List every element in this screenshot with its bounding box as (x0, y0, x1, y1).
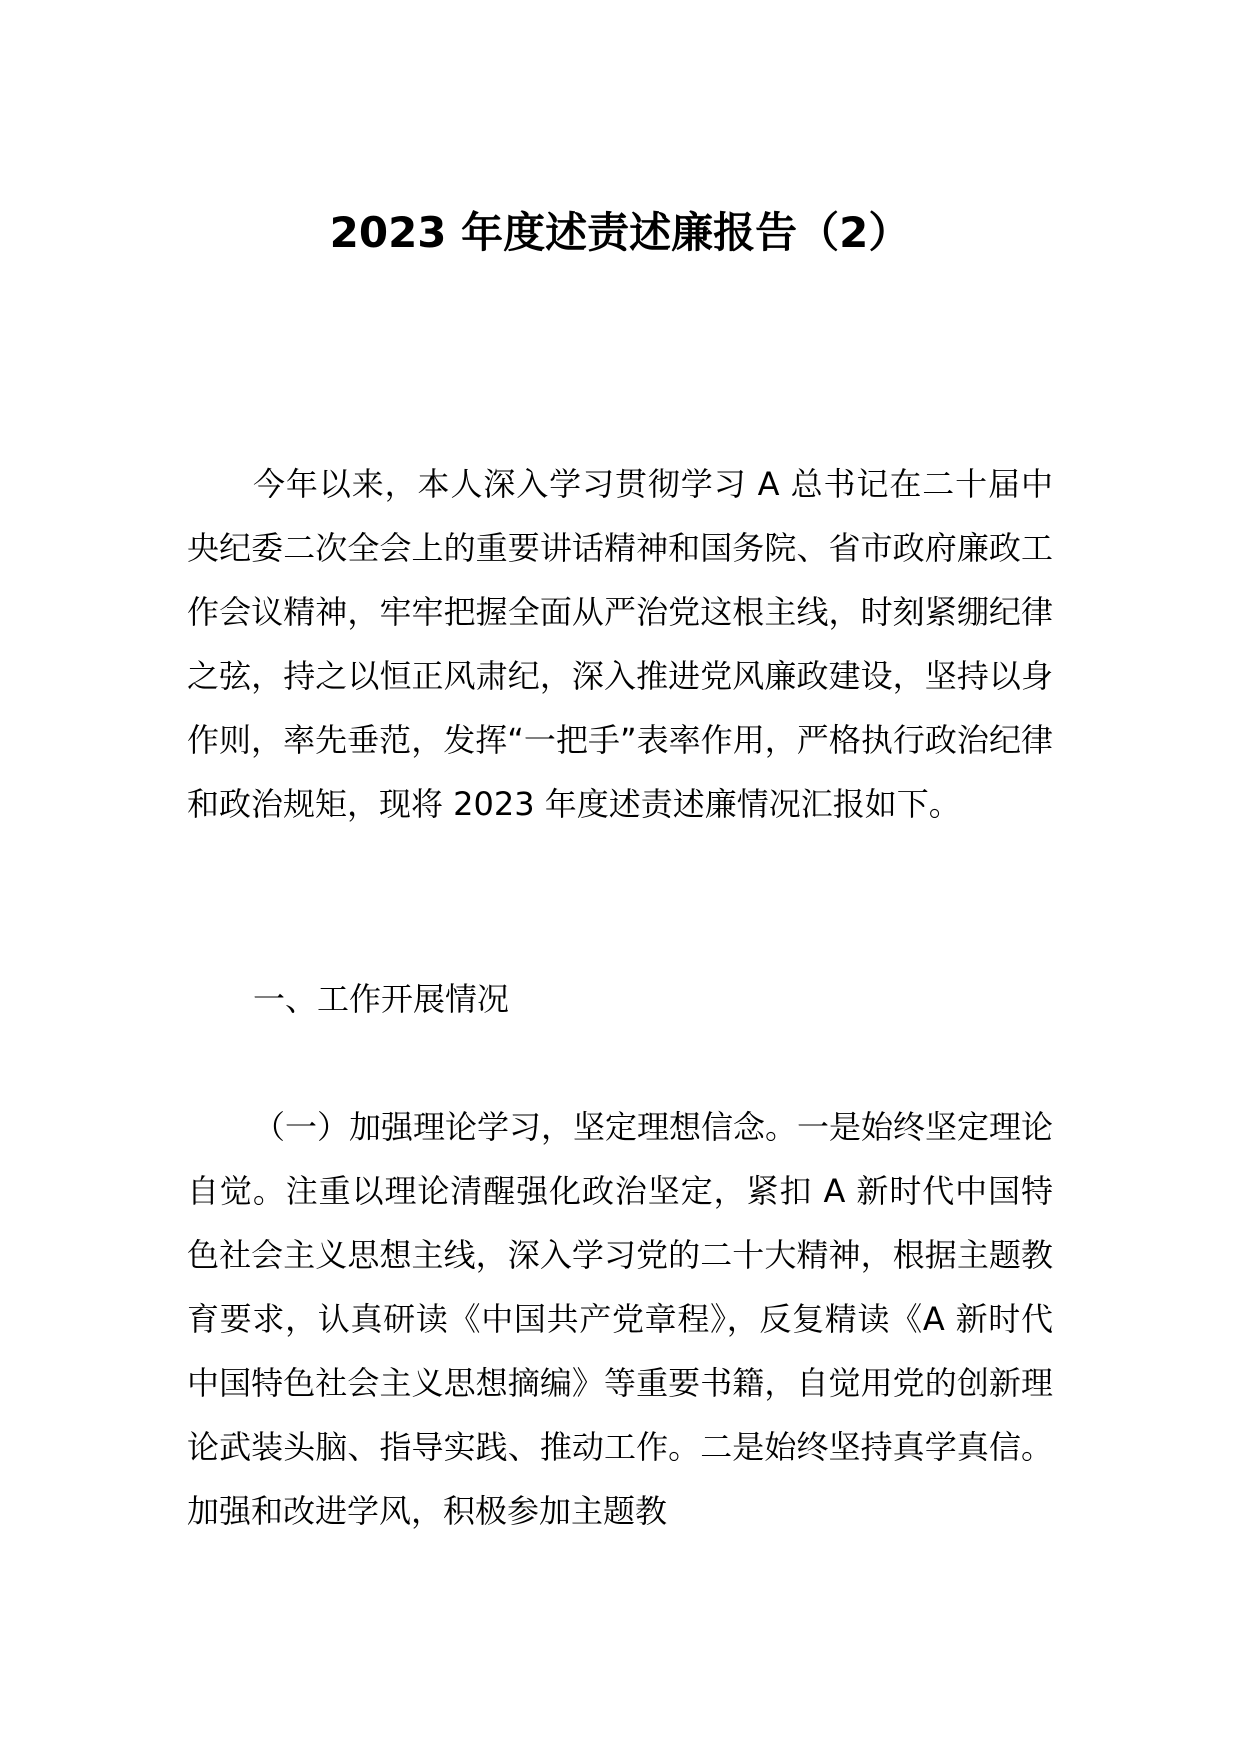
section-body-paragraph: （一）加强理论学习，坚定理想信念。一是始终坚定理论自觉。注重以理论清醒强化政治坚定，紧扣 A 新时代中国特色社会主义思想主线，深入学习党的二十大精神，根据主题教育要求，认真研读《中国共产党章程》，反复精读《A 新时代中国特色社会主义思想摘编》等重要书籍，自觉用党的创新理论武装头脑、指导实践、推动工作。二是始终坚持真学真信。加强和改进学风，积极参加主题教 (187, 1108, 1054, 1530)
intro-paragraph: 今年以来，本人深入学习贯彻学习 A 总书记在二十届中央纪委二次全会上的重要讲话精神和国务院、省市政府廉政工作会议精神，牢牢把握全面从严治党这根主线，时刻紧绷纪律之弦，持之以恒正风肃纪，深入推进党风廉政建设，坚持以身作则，率先垂范，发挥“一把手”表率作用，严格执行政治纪律和政治规矩，现将 2023 年度述责述廉情况汇报如下。 (187, 465, 1053, 823)
section-heading: 一、工作开展情况 (253, 980, 510, 1018)
document-title: 2023 年度述责述廉报告（2） (329, 208, 911, 257)
